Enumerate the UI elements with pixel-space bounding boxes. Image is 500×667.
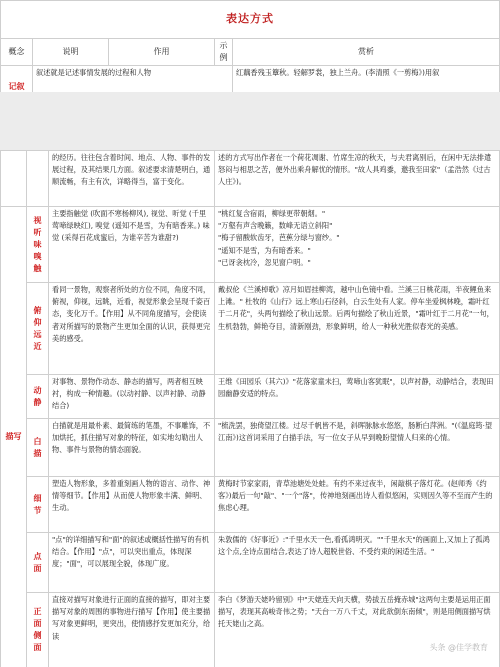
empty-cell: [27, 151, 49, 207]
senses-appreciation: [215, 207, 500, 283]
expression-table-top: [0, 0, 500, 92]
senses-description: 主要指触觉 (吹面不寒杨柳风), 视觉、听觉 (千里莺啼绿映红), 嗅觉 (遥知不是雪，为有暗香来。) 味觉 (采得百花成蜜后，为谁辛苦为谁甜?): [49, 207, 215, 283]
direct-indirect-label-char: 面: [33, 619, 42, 628]
sense-label: 味: [33, 239, 42, 249]
viewpoint-label-char: 仰: [33, 317, 42, 327]
narration-description-cont: 的经历。往往包含着时间、地点、人物、事件的发展过程，及其结果几方面。叙述要求清楚明白，通顺流畅，有主有次，详略得当，富于变化。: [49, 151, 215, 207]
sense-label: 嗅: [33, 251, 42, 261]
viewpoint-label-char: 俯: [33, 305, 42, 315]
header-example: 示例: [215, 39, 233, 66]
narration-description: 叙述就是记述事情发展的过程和人物: [33, 66, 233, 92]
viewpoint-label-char: 近: [33, 341, 42, 351]
document-page-2: [0, 150, 500, 667]
category-narration: 记叙: [1, 66, 33, 92]
sense-label: 听: [33, 227, 42, 237]
point-surface-description: "点"的详细描写和"面"的叙述或概括性描写的有机结合。【作用】"点"，可以突出重点，体现深度；"面"，可以展现全貌，体现广度。: [49, 533, 215, 593]
motion-label-char: 静: [33, 397, 42, 407]
watermark: 头条 @佳学教育: [429, 643, 488, 652]
senses-example: "遥知不是雪，为有暗香来。": [218, 245, 311, 255]
line-drawing-label-char: 白: [33, 436, 42, 446]
direct-indirect-label-char: 正: [33, 607, 42, 616]
motion-stillness-description: 对事物、景物作动态、静态的描写，两者相互映衬，构成一种情趣。(以动衬静、以声衬静、动静结合): [49, 375, 215, 419]
viewpoint-label: [27, 283, 49, 375]
senses-example: "已讶衾枕冷，忽见窗户明。": [218, 257, 311, 267]
empty-cell: [1, 151, 27, 207]
viewpoint-description: 看同一景物，观察者所处的方位不同，角度不同，俯视，仰视，远眺，近看，视觉形象会呈现千姿百态，变化万千。【作用】从不同角度描写，会使读者对所描写的景物产生更加全面的认识，获得更完美的感受。: [49, 283, 215, 375]
senses-example: "桃红复含宿雨，柳绿更带朝烟。": [218, 209, 326, 218]
senses-label: [27, 207, 49, 283]
direct-indirect-description: 直接对描写对象进行正面的直接的描写，即对主要描写对象的周围的事物进行描写【作用】使主要描写对象更鲜明，更突出，使情感抒发更加充分，给读: [49, 593, 215, 667]
detail-label: [27, 477, 49, 533]
header-function: 作用: [109, 39, 215, 66]
point-surface-label-char: 点: [33, 551, 42, 561]
motion-stillness-label: [27, 375, 49, 419]
direct-indirect-label-char: 面: [33, 643, 42, 652]
motion-label-char: 动: [33, 385, 42, 395]
line-drawing-label-char: 描: [33, 448, 42, 458]
viewpoint-label-char: 远: [33, 329, 42, 339]
narration-appreciation: 红藕香残玉簟秋。轻解罗裳，独上兰舟。(李清照《一剪梅》)用叙: [233, 66, 500, 92]
viewpoint-appreciation: 戴叔伦《兰溪棹歌》凉月如眉挂柳湾，越中山色镜中看。兰溪三日桃花雨，半夜鲤鱼来上滩。" 杜牧的《山行》远上寒山石径斜，白云生处有人家。停车坐爱枫林晚，霜叶红于二月花"，头两句描绘了秋山远景。后两句描绘了秋山近景，"霜叶红于二月花"一句，生机勃勃，鲜艳夺目，清新刚劲，形象鲜明，给人一种秋光胜似春光的美感。: [215, 283, 500, 375]
sense-label: 触: [33, 263, 42, 273]
senses-example: "万壑有声含晚籁，数峰无语立斜阳": [218, 221, 333, 231]
point-surface-appreciation: 朱敦儒的《好事近》:"千里水天一色,看孤鸿明灭。""千里水天"的画面上,又加上了孤鸿这个点,全诗点面结合,表达了诗人超脱世俗、不受约束的闲适生活。": [215, 533, 500, 593]
detail-appreciation: 黄梅时节家家雨，青草池塘处处蛙。有约不来过夜半，闲敲棋子落灯花。(赵师秀《约客》)最后一句"敲"、"一个"落"，传神地刻画出诗人看似悠闲，实则因久等不至而产生的焦虑心理。: [215, 477, 500, 533]
direct-indirect-appreciation: 李白《梦游天姥吟留别》中"天姥连天向天横，势拔五岳掩赤城"这两句主要是运用正面描写，表现其高峻奇伟之势；"天台一万八千丈，对此欲倒东南倾"，则是用侧面描写烘托天姥山之高。: [215, 593, 500, 667]
detail-label-char: 节: [33, 505, 42, 515]
senses-example: "梅子留酸软齿牙，芭蕉分绿与窗纱。": [218, 233, 340, 243]
narration-appreciation-cont: 述的方式写出作者在一个荷花凋谢、竹席生凉的秋天，与夫君离别后，在闲中无法排遣怒闷与相思之苦，便外出乘舟解忧的情形。"故人具鸡黍，邀我至田家"（孟浩然《过古人庄》)。: [215, 151, 500, 207]
category-description: 描写: [1, 207, 27, 667]
line-drawing-appreciation: "梳洗罢，独倚望江楼。过尽千帆皆不是，斜晖脉脉水悠悠，肠断白萍洲。"(《温庭筠·望江南》)这首词采用了白描手法，写一位女子从早到晚盼望情人归来的心情。: [215, 419, 500, 477]
header-appreciation: 赏析: [233, 39, 500, 66]
expression-table-main: [0, 150, 500, 667]
page-gap: [0, 92, 500, 150]
document-page-1: [0, 0, 500, 92]
detail-description: 塑造人物形象，多着重刻画人物的语言、动作、神情等细节。【作用】从而使人物形象丰满、鲜明、生动。: [49, 477, 215, 533]
table-title: 表达方式: [1, 1, 500, 39]
header-concept: 概念: [1, 39, 33, 66]
direct-indirect-label: [27, 593, 49, 667]
direct-indirect-label-char: 侧: [33, 631, 42, 640]
point-surface-label: [27, 533, 49, 593]
point-surface-label-char: 面: [33, 563, 42, 573]
line-drawing-description: 白描就是用最朴素、最简练的笔墨，不事雕饰，不加烘托，抓住描写对象的特征，如实地勾勒出人物、事件与景物的情态面貌。: [49, 419, 215, 477]
motion-stillness-appreciation: 王维《田园乐（其六)》"花落家童未扫，莺啼山客犹眠"，以声衬静，动静结合，表现田园幽静安适的特点。: [215, 375, 500, 419]
header-description: 说明: [33, 39, 109, 66]
line-drawing-label: [27, 419, 49, 477]
sense-label: 视: [33, 215, 42, 225]
detail-label-char: 细: [33, 493, 42, 503]
